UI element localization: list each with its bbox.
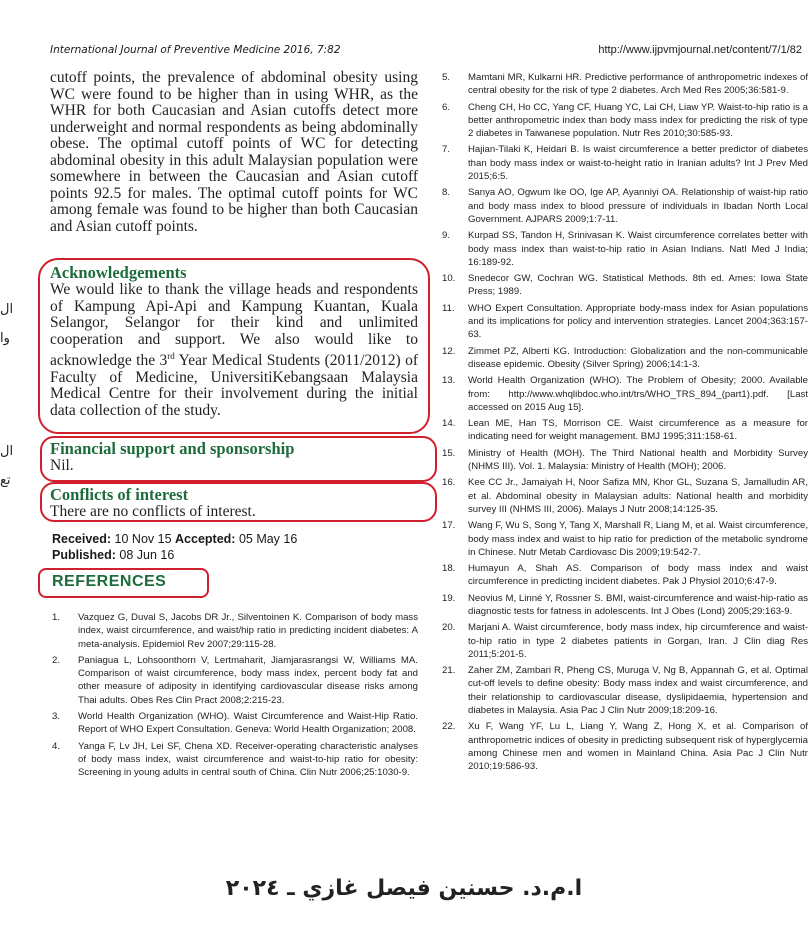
reference-number: 22. bbox=[442, 721, 456, 733]
received-label: Received: bbox=[52, 532, 112, 546]
reference-text: Snedecor GW, Cochran WG. Statistical Methods. 8th ed. Ames: Iowa State Press; 1989. bbox=[468, 273, 808, 298]
reference-item bbox=[442, 272, 808, 299]
reference-text: World Health Organization (WHO). Waist Circumference and Waist-Hip Ratio. Report of WHO Expert Consultation. Geneva: World Health Organization; 2008. bbox=[78, 711, 418, 736]
reference-text: Humayun A, Shah AS. Comparison of body mass index and waist circumference in predicting incident diabetes. Pak J Physiol 2010;6:47-9. bbox=[468, 563, 808, 588]
financial-text: Nil. bbox=[50, 457, 74, 474]
reference-text: Lean ME, Han TS, Morrison CE. Waist circumference as a measure for indicating need for weight management. BMJ 1995;311:158-61. bbox=[468, 418, 808, 443]
reference-item bbox=[442, 562, 808, 589]
reference-item bbox=[442, 374, 808, 414]
reference-number: 3. bbox=[52, 711, 61, 723]
reference-item bbox=[442, 621, 808, 661]
conflicts-section bbox=[50, 486, 434, 521]
reference-text: Kee CC Jr., Jamaiyah H, Noor Safiza MN, Khor GL, Suzana S, Jamalludin AR, et al. Abdominal obesity in Malaysian adults: National health and morbidity survey III (NHMS III, 2006). Malays J Nutr 2008;14:125-35. bbox=[468, 477, 808, 515]
body-paragraph: cutoff points, the prevalence of abdominal obesity using WC were found to be higher than in using WHR, as the WHR for both Caucasian and Asian cutoffs detect more underweight and normal respondents as being abdominally obese. The optimal cutoff points of WC for detecting abdominal obesity in this adult Malaysian population were somewhere in between the Caucasian and Asian cutoff points 92.5 for males. The optimal cutoff points for WC among female was found to be higher than both Caucasian and Asian cutoff points. bbox=[50, 69, 418, 235]
publication-dates bbox=[52, 531, 297, 563]
financial-section bbox=[50, 440, 434, 475]
reference-number: 9. bbox=[442, 230, 451, 242]
reference-text: Zaher ZM, Zambari R, Pheng CS, Muruga V, Ng B, Appannah G, et al. Optimal cut-off levels to define obesity: Body mass index and waist circumference, and their relationship to cardiovascular disease, dyslipidaemia, hypertension and diabetes in Malaysia. Asia Pac J Clin Nutr 2009;18:209-16. bbox=[468, 665, 808, 717]
reference-number: 21. bbox=[442, 665, 456, 677]
published-label: Published: bbox=[52, 548, 116, 562]
journal-url: http://www.ijpvmjournal.net/content/7/1/82 bbox=[598, 44, 802, 56]
margin-fragment: وا bbox=[0, 331, 10, 346]
received-date: 10 Nov 15 bbox=[114, 532, 172, 546]
reference-number: 7. bbox=[442, 144, 451, 156]
reference-text: Xu F, Wang YF, Lu L, Liang Y, Wang Z, Hong X, et al. Comparison of anthropometric indices of obesity in predicting subsequent risk of hyperglycemia among Chinese men and women in Mainland China. Asia Pac J Clin Nutr 2010;19:586-93. bbox=[468, 721, 808, 773]
acknowledgements-text bbox=[50, 282, 418, 419]
reference-text: Marjani A. Waist circumference, body mass index, hip circumference and waist-to-hip ratio in type 2 diabetes patients in Gorgan, Iran. J Clin diag Res 2011;5:201-5. bbox=[468, 622, 808, 660]
reference-text: Sanya AO, Ogwum Ike OO, Ige AP, Ayanniyi OA. Relationship of waist-hip ratio and body mass index to blood pressure of individuals in Ibadan North Local Government. AJPARS 2009;1:7-11. bbox=[468, 187, 808, 225]
reference-number: 4. bbox=[52, 740, 61, 752]
references-list-right bbox=[442, 71, 808, 777]
financial-heading: Financial support and sponsorship bbox=[50, 439, 295, 458]
reference-text: Zimmet PZ, Alberti KG. Introduction: Globalization and the non-communicable disease epidemic. Obesity (Silver Spring) 2006;14:1-3. bbox=[468, 345, 808, 370]
reference-item bbox=[52, 710, 418, 737]
published-date: 08 Jun 16 bbox=[119, 548, 175, 562]
acknowledgements-heading: Acknowledgements bbox=[50, 263, 187, 282]
reference-text: Kurpad SS, Tandon H, Srinivasan K. Waist circumference correlates better with body mass index than waist-to-hip ratio in Asian Indians. Natl Med J India; 16:189-92. bbox=[468, 230, 808, 268]
reference-number: 14. bbox=[442, 418, 456, 430]
reference-item bbox=[442, 519, 808, 559]
reference-item bbox=[442, 186, 808, 226]
reference-number: 13. bbox=[442, 375, 456, 387]
reference-number: 20. bbox=[442, 622, 456, 634]
acknowledgements-section bbox=[50, 264, 418, 419]
reference-number: 15. bbox=[442, 447, 456, 459]
reference-number: 5. bbox=[442, 72, 451, 83]
reference-text: Mamtani MR, Kulkarni HR. Predictive performance of anthropometric indexes of central obesity for the risk of type 2 diabetes. Arch Med Res 2005;36:581-9. bbox=[468, 72, 808, 97]
reference-item bbox=[442, 447, 808, 474]
reference-item bbox=[52, 654, 418, 707]
reference-number: 12. bbox=[442, 345, 456, 357]
reference-item bbox=[442, 71, 808, 98]
conflicts-heading: Conflicts of interest bbox=[50, 485, 189, 504]
reference-text: Wang F, Wu S, Song Y, Tang X, Marshall R, Liang M, et al. Waist circumference, body mass index and waist to hip ratio for prediction of the metabolic syndrome in Chinese. Nutr Metab Cardiovasc Dis 2009;19:542-7. bbox=[468, 520, 808, 558]
reference-text: Cheng CH, Ho CC, Yang CF, Huang YC, Lai CH, Liaw YP. Waist-to-hip ratio is a better anthropometric index than body mass index for predicting the risk of type 2 diabetes in Taiwanese population. Nutr Res 2010;30:585-93. bbox=[468, 101, 808, 140]
reference-number: 16. bbox=[442, 477, 456, 489]
reference-text: Hajian-Tilaki K, Heidari B. Is waist circumference a better predictor of diabetes than body mass index or waist-to-height ratio in Iranian adults? Int J Prev Med 2015;6:5. bbox=[468, 144, 808, 183]
accepted-label: Accepted: bbox=[175, 532, 236, 546]
accepted-date: 05 May 16 bbox=[238, 532, 298, 546]
reference-item bbox=[442, 476, 808, 516]
reference-number: 18. bbox=[442, 563, 456, 575]
reference-text: Neovius M, Linné Y, Rossner S. BMI, waist-circumference and waist-hip-ratio as diagnostic tests for fatness in adolescents. Int J Obes (Lond) 2005;29:163-9. bbox=[468, 592, 808, 617]
margin-fragment: تع bbox=[0, 473, 11, 488]
reference-number: 17. bbox=[442, 520, 456, 532]
reference-item bbox=[442, 229, 808, 269]
reference-item bbox=[52, 611, 418, 651]
ack-text-part2: Year Medical Students (2011/2012) of Faculty of Medicine, UniversitiKebangsaan Malaysia Medical Centre for their involvement during the initial data collection of the study. bbox=[50, 352, 418, 419]
arabic-footer-signature: ا.م.د. حسنين فيصل غازي ـ ٢٠٢٤ bbox=[225, 876, 583, 901]
reference-number: 1. bbox=[52, 612, 61, 623]
ack-superscript: rd bbox=[167, 351, 175, 361]
reference-text: Ministry of Health (MOH). The Third National health and Morbidity Survey (NHMS III). Vol. 1. Malaysia: Ministry of Health (MOH); 2006. bbox=[468, 447, 808, 473]
reference-number: 6. bbox=[442, 101, 451, 113]
reference-number: 19. bbox=[442, 592, 456, 604]
reference-text: Yanga F, Lv JH, Lei SF, Chena XD. Receiver-operating characteristic analyses of body mass index, waist circumference and waist-to-hip ratio for obesity: Screening in young adults in central south of China. Clin Nutr 2006;25:1030-9. bbox=[78, 740, 418, 779]
journal-header: International Journal of Preventive Medicine 2016, 7:82 bbox=[50, 44, 341, 56]
reference-text: WHO Expert Consultation. Appropriate body-mass index for Asian populations and its implications for policy and intervention strategies. Lancet 2004;363:157-63. bbox=[468, 302, 808, 341]
reference-text: Vazquez G, Duval S, Jacobs DR Jr., Silventoinen K. Comparison of body mass index, waist circumference, and waist/hip ratio in predicting incident diabetes: A meta-analysis. Epidemiol Rev 2007;29:115-28. bbox=[78, 612, 418, 650]
reference-item bbox=[442, 417, 808, 444]
references-heading: REFERENCES bbox=[52, 573, 167, 590]
conflicts-text: There are no conflicts of interest. bbox=[50, 503, 256, 520]
reference-item bbox=[442, 345, 808, 372]
reference-text: World Health Organization (WHO). The Problem of Obesity; 2000. Available from: http://www.whqlibdoc.who.int/trs/WHO_TRS_894_(part1).pdf. [Last accessed on 2015 Aug 15]. bbox=[468, 375, 808, 413]
reference-item bbox=[442, 664, 808, 717]
reference-number: 10. bbox=[442, 273, 456, 285]
reference-number: 2. bbox=[52, 654, 61, 666]
margin-fragment: ال bbox=[0, 302, 14, 317]
reference-item bbox=[442, 302, 808, 342]
reference-item bbox=[442, 101, 808, 141]
ack-text-part1: We would like to thank the village heads and respondents of Kampung Api-Api and Kampung Kuantan, Kuala Selangor, Selangor for their kind and unlimited cooperation and support. We also would like to acknowledge the 3 bbox=[50, 281, 418, 370]
reference-number: 11. bbox=[442, 302, 455, 314]
margin-fragment: ال bbox=[0, 444, 14, 459]
reference-item bbox=[442, 143, 808, 183]
reference-item bbox=[442, 720, 808, 773]
reference-number: 8. bbox=[442, 187, 451, 199]
reference-text: Paniagua L, Lohsoonthorn V, Lertmaharit, Jiamjarasrangsi W, Williams MA. Comparison of waist circumference, body mass index, percent body fat and other measure of adiposity in identifying cardiovascular disease risks among Thai adults. Obes Res Clin Pract 2008;2:215-23. bbox=[78, 654, 418, 706]
reference-item bbox=[52, 740, 418, 780]
references-list-left bbox=[52, 611, 418, 783]
reference-item bbox=[442, 592, 808, 619]
